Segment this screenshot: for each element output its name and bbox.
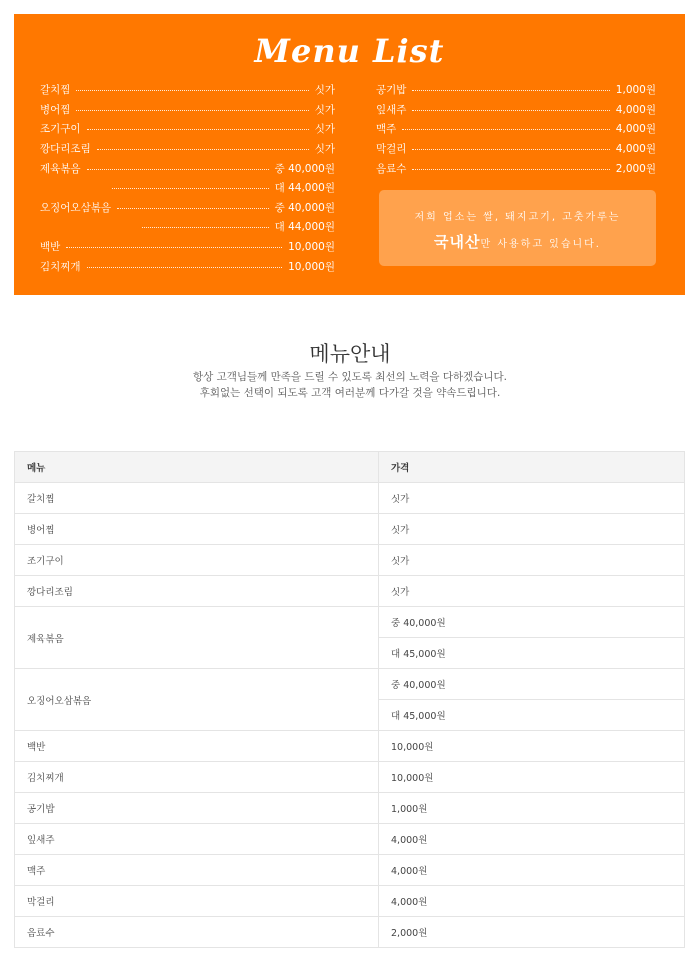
banner-menu-row [40, 256, 335, 276]
dotted-leader [412, 90, 609, 91]
header-menu: 메뉴 [15, 452, 379, 483]
banner-menu-row [40, 139, 335, 159]
banner-item-name: 갈치찜 [40, 84, 71, 97]
banner-item-name: 김치찌개 [40, 260, 81, 273]
banner-item-name: 조기구이 [40, 123, 81, 136]
price-cell: 2,000원 [379, 917, 685, 948]
dotted-leader [412, 149, 609, 150]
menu-cell: 병어찜 [15, 514, 379, 545]
menu-cell: 김치찌개 [15, 762, 379, 793]
banner-menu-row [40, 80, 335, 100]
banner-item-price: 10,000원 [288, 260, 335, 273]
notice-highlight: 국내산 [434, 233, 481, 251]
section-title: 메뉴안내 [309, 342, 391, 366]
banner-item-price: 4,000원 [615, 143, 656, 156]
menu-banner [14, 14, 685, 295]
table-row [15, 545, 685, 576]
dotted-leader [76, 90, 308, 91]
table-row [15, 576, 685, 607]
menu-cell: 조기구이 [15, 545, 379, 576]
dotted-leader [66, 247, 282, 248]
price-cell: 1,000원 [379, 793, 685, 824]
price-cell: 싯가 [379, 576, 685, 607]
banner-menu-row [376, 80, 656, 100]
banner-item-price: 싯가 [314, 103, 335, 116]
table-row [15, 917, 685, 948]
table-row [15, 607, 685, 638]
price-cell: 중 40,000원 [379, 669, 685, 700]
banner-item-price: 4,000원 [615, 103, 656, 116]
banner-item-price: 중 40,000원 [274, 162, 335, 175]
dotted-leader [412, 169, 609, 170]
price-cell: 4,000원 [379, 855, 685, 886]
price-cell: 싯가 [379, 514, 685, 545]
banner-menu-row [40, 217, 335, 237]
banner-menu-row [376, 119, 656, 139]
dotted-leader [87, 267, 283, 268]
banner-item-name: 잎새주 [376, 103, 407, 116]
header-price: 가격 [379, 452, 685, 483]
banner-menu-row [40, 100, 335, 120]
menu-cell: 제육볶음 [15, 607, 379, 669]
menu-cell: 백반 [15, 731, 379, 762]
price-cell: 10,000원 [379, 731, 685, 762]
table-row [15, 669, 685, 700]
dotted-leader [76, 110, 308, 111]
menu-cell: 오징어오삼볶음 [15, 669, 379, 731]
table-row [15, 762, 685, 793]
table-header-row [15, 452, 685, 483]
banner-title: Menu List [254, 32, 445, 70]
origin-notice [379, 190, 656, 266]
banner-menu-row [376, 158, 656, 178]
menu-price-table [14, 451, 685, 948]
banner-item-name: 공기밥 [376, 84, 407, 97]
price-cell: 4,000원 [379, 824, 685, 855]
table-row [15, 793, 685, 824]
menu-cell: 공기밥 [15, 793, 379, 824]
dotted-leader [117, 208, 269, 209]
section-description [0, 369, 700, 401]
section-desc-line1: 항상 고객님들께 만족을 드릴 수 있도록 최선의 노력을 다하겠습니다. [192, 371, 508, 383]
banner-item-name: 백반 [40, 241, 61, 254]
banner-menu-row [40, 178, 335, 198]
banner-item-name: 막걸리 [376, 143, 407, 156]
table-row [15, 824, 685, 855]
dotted-leader [402, 129, 610, 130]
banner-item-name: 음료수 [376, 162, 407, 175]
banner-item-price: 1,000원 [615, 84, 656, 97]
banner-item-name: 오징어오삼볶음 [40, 201, 112, 214]
banner-menu-row [40, 237, 335, 257]
table-row [15, 731, 685, 762]
table-row [15, 886, 685, 917]
banner-item-price: 4,000원 [615, 123, 656, 136]
menu-cell: 맥주 [15, 855, 379, 886]
dotted-leader [87, 169, 269, 170]
price-cell: 중 40,000원 [379, 607, 685, 638]
banner-item-name: 깡다리조림 [40, 143, 91, 156]
banner-menu-row [40, 158, 335, 178]
price-cell: 10,000원 [379, 762, 685, 793]
price-cell: 4,000원 [379, 886, 685, 917]
banner-menu-row [40, 198, 335, 218]
banner-menu-row [40, 119, 335, 139]
price-cell: 싯가 [379, 483, 685, 514]
dotted-leader [142, 227, 269, 228]
menu-cell: 잎새주 [15, 824, 379, 855]
menu-cell: 막걸리 [15, 886, 379, 917]
notice-line2 [379, 231, 656, 252]
table-row [15, 855, 685, 886]
notice-line2-rest: 만 사용하고 있습니다. [480, 239, 601, 250]
banner-item-price: 싯가 [314, 123, 335, 136]
menu-cell: 깡다리조림 [15, 576, 379, 607]
banner-item-price: 대 44,000원 [274, 182, 335, 195]
banner-right-menu [376, 80, 656, 178]
price-cell: 대 45,000원 [379, 700, 685, 731]
table-row [15, 483, 685, 514]
banner-menu-row [376, 100, 656, 120]
dotted-leader [97, 149, 309, 150]
banner-item-price: 10,000원 [288, 241, 335, 254]
banner-item-price: 대 44,000원 [274, 221, 335, 234]
banner-item-price: 싯가 [314, 143, 335, 156]
section-desc-line2: 후회없는 선택이 되도록 고객 여러분께 다가갈 것을 약속드립니다. [199, 387, 501, 399]
dotted-leader [87, 129, 309, 130]
banner-item-price: 중 40,000원 [274, 201, 335, 214]
banner-menu-row [376, 139, 656, 159]
banner-item-price: 2,000원 [615, 162, 656, 175]
banner-item-name: 병어찜 [40, 103, 71, 116]
menu-cell: 음료수 [15, 917, 379, 948]
banner-item-name: 제육볶음 [40, 162, 81, 175]
notice-line1: 저희 업소는 쌀, 돼지고기, 고춧가루는 [414, 212, 621, 223]
table-row [15, 514, 685, 545]
price-cell: 싯가 [379, 545, 685, 576]
price-cell: 대 45,000원 [379, 638, 685, 669]
banner-left-menu [40, 80, 335, 276]
banner-item-price: 싯가 [314, 84, 335, 97]
dotted-leader [112, 188, 269, 189]
banner-item-name: 맥주 [376, 123, 397, 136]
menu-cell: 갈치찜 [15, 483, 379, 514]
dotted-leader [412, 110, 609, 111]
